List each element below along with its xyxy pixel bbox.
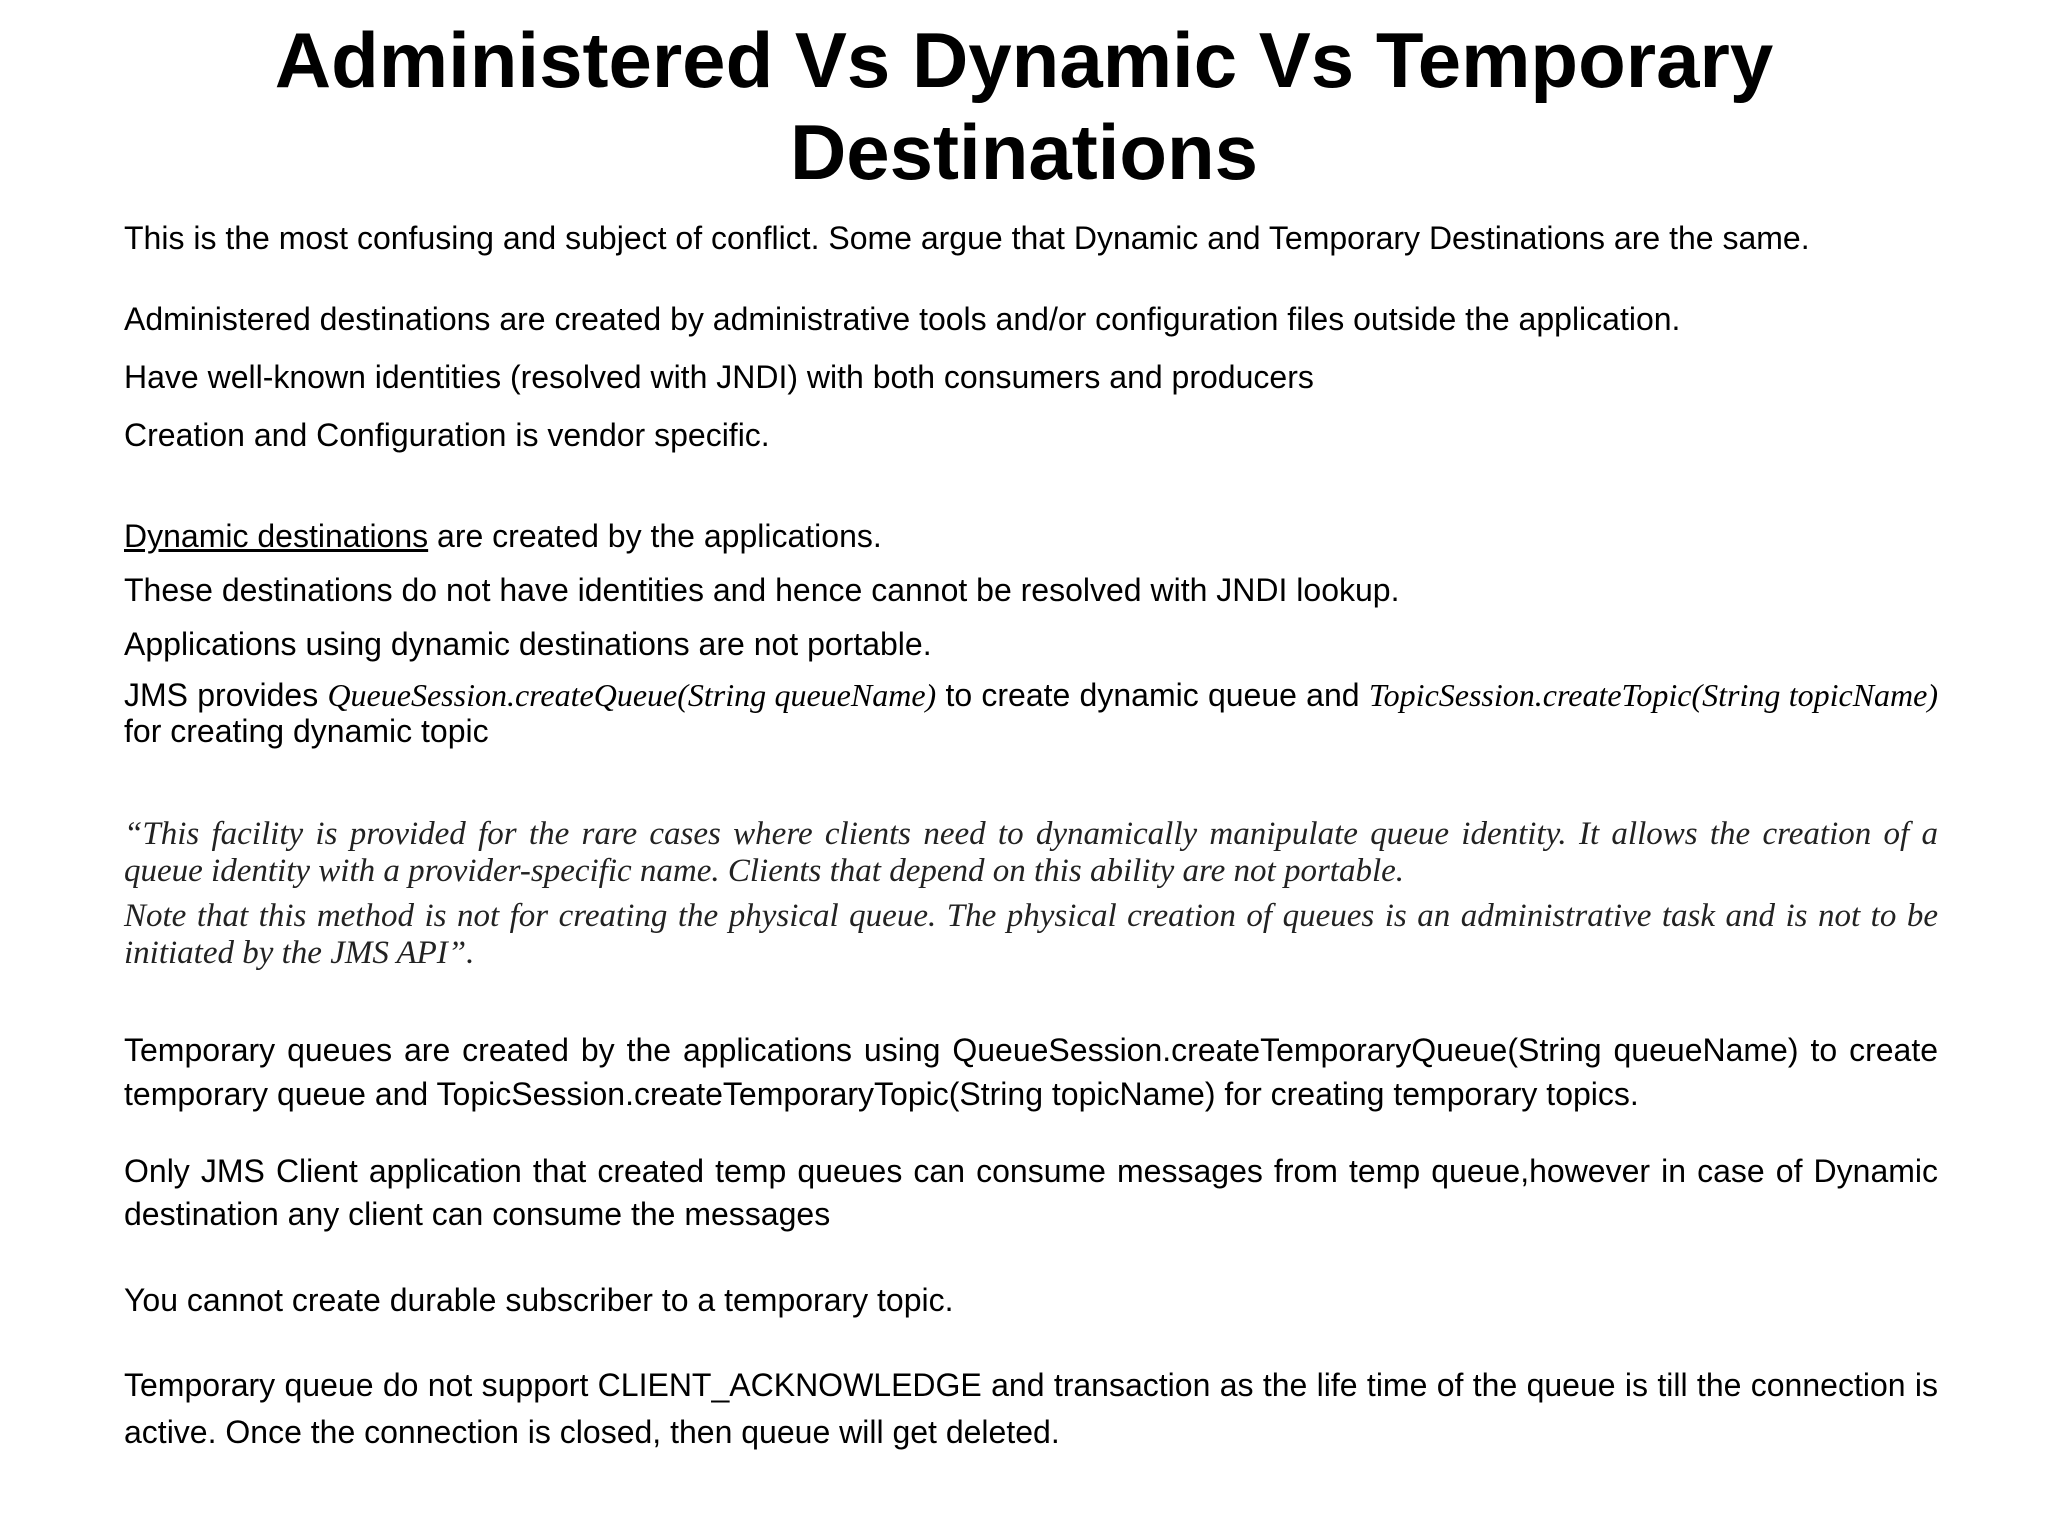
dynamic-definition-rest: are created by the applications. <box>428 518 882 554</box>
dynamic-line-1: These destinations do not have identities and hence cannot be resolved with JNDI lookup. <box>124 572 1400 608</box>
dynamic-definition <box>124 516 1938 556</box>
administered-line-3: Creation and Configuration is vendor specific. <box>124 417 770 453</box>
page-title: Administered Vs Dynamic Vs Temporary Destinations <box>274 16 1774 196</box>
create-topic-method: TopicSession.createTopic(String topicName) <box>1368 677 1939 713</box>
dynamic-destinations-term: Dynamic destinations <box>124 518 429 554</box>
create-queue-method: QueueSession.createQueue(String queueName) <box>327 677 937 713</box>
jms-middle: to create dynamic queue and <box>936 677 1369 713</box>
temporary-paragraph-3: You cannot create durable subscriber to a temporary topic. <box>124 1282 954 1318</box>
temporary-paragraph-1: Temporary queues are created by the applications using QueueSession.createTemporaryQueue(String queueName) to create temporary queue and TopicSession.createTemporaryTopic(String topicName) for creating temporary topics. <box>124 1032 1938 1112</box>
administered-line-1: Administered destinations are created by administrative tools and/or configuration files outside the application. <box>124 301 1681 337</box>
dynamic-line-2: Applications using dynamic destinations are not portable. <box>124 626 932 662</box>
intro-paragraph: This is the most confusing and subject of conflict. Some argue that Dynamic and Temporary Destinations are the same. <box>124 220 1810 256</box>
quote-paragraph-1: “This facility is provided for the rare cases where clients need to dynamically manipulate queue identity. It allows the creation of a queue identity with a provider-specific name. Clients that depend on this ability are not portable. <box>124 816 1938 889</box>
temporary-paragraph-2: Only JMS Client application that created temp queues can consume messages from temp queue,however in case of Dynamic destination any client can consume the messages <box>124 1153 1938 1232</box>
jms-suffix: for creating dynamic topic <box>124 713 489 749</box>
jms-provides-paragraph <box>124 677 1938 749</box>
jms-prefix: JMS provides <box>124 677 328 713</box>
quote-paragraph-2: Note that this method is not for creating the physical queue. The physical creation of queues is an administrative task and is not to be initiated by the JMS API”. <box>124 898 1938 971</box>
temporary-paragraph-4: Temporary queue do not support CLIENT_ACKNOWLEDGE and transaction as the life time of the queue is till the connection is active. Once the connection is closed, then queue will get deleted. <box>124 1367 1938 1450</box>
administered-line-2: Have well-known identities (resolved with JNDI) with both consumers and producers <box>124 359 1314 395</box>
